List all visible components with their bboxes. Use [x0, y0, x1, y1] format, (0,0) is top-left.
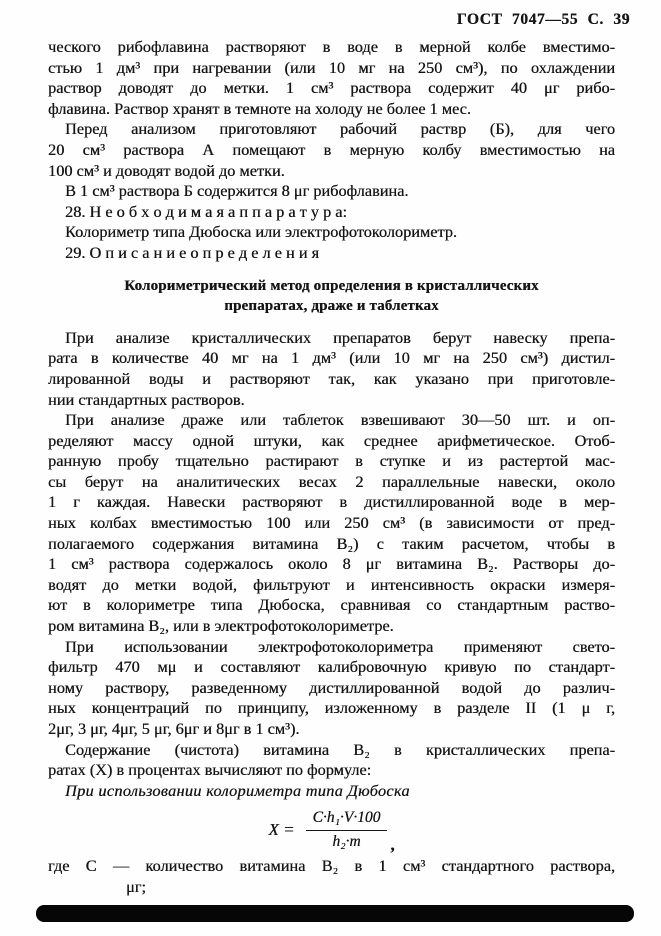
section-heading-line: Колориметрический метод определения в кристаллических [124, 277, 539, 294]
formula [48, 808, 615, 854]
text-line: водят до метки водой, фильтруют и интенсивность окраски измеря- [48, 574, 615, 594]
text-line: нии стандартных растворов. [48, 389, 245, 409]
text-line: лированной воды и растворяют так, как указано при приготовле- [48, 368, 615, 388]
text-line: 20 см³ раствора А помещают в мерную колбу вместимостью на [48, 139, 615, 159]
text-line: Колориметр типа Дюбоска или электрофотоколориметр. [65, 222, 457, 242]
text-line: рата в количестве 40 мг на 1 дм³ (или 10 мг на 250 см³) дистил- [48, 348, 615, 368]
text-line: ческого рибофлавина растворяют в воде в мерной колбе вместимо- [48, 37, 615, 56]
text-line: При анализе кристаллических препаратов берут навеску препа- [65, 327, 615, 347]
text-line: 28. Н е о б х о д и м а я а п п а р а т у р а: [65, 201, 347, 221]
text-line: ному раствору, разведенному дистиллированной водой до различ- [48, 677, 615, 697]
scan-edge-artifact-bar [36, 905, 634, 922]
gost-page-header: ГОСТ 7047—55 С. 39 [456, 11, 630, 28]
document-body [48, 37, 615, 897]
text-line: μг; [126, 876, 146, 896]
formula-comma: , [390, 834, 395, 854]
formula-numerator: C·h₁·V·100 [306, 808, 388, 830]
formula-fraction [306, 808, 388, 851]
text-line: ных колбах вместимостью 100 или 250 см³ (в зависимости от пред- [48, 513, 615, 533]
lines-top [48, 37, 615, 801]
text-line: 29. О п и с а н и е о п р е д е л е н и я [65, 242, 319, 262]
text-line: 100 см³ и доводят водой до метки. [48, 160, 285, 180]
text-line: где С — количество витамина В₂ в 1 см³ стандартного раствора, [48, 856, 615, 876]
text-line: При использовании колориметра типа Дюбоска [65, 780, 410, 800]
text-line: 1 г каждая. Навески растворяют в дистиллированной воде в мер- [48, 492, 615, 512]
text-line: При использовании электрофотоколориметра применяют свето- [65, 636, 615, 656]
text-line: ределяют массу одной штуки, как среднее арифметическое. Отоб- [48, 430, 615, 450]
text-line: В 1 см³ раствора Б содержится 8 μг рибофлавина. [65, 181, 409, 201]
text-line: стью 1 дм³ при нагревании (или 10 мг на 250 см³), по охлаждении [48, 57, 615, 77]
text-line: Перед анализом приготовляют рабочий раствр (Б), для чего [65, 119, 615, 139]
text-line: При анализе драже или таблеток взвешивают 30—50 шт. и оп- [65, 410, 615, 430]
section-heading-line: препаратах, драже и таблетках [224, 298, 439, 315]
text-line: ранную пробу тщательно растирают в ступке и из растертой мас- [48, 451, 615, 471]
text-line: ют в колориметре типа Дюбоска, сравнивая со стандартным раство- [48, 595, 615, 615]
text-line: полагаемого содержания витамина В₂) с таким расчетом, чтобы в [48, 533, 615, 553]
text-line: флавина. Раствор хранят в темноте на холоду не более 1 мес. [48, 98, 471, 118]
lines-bottom [48, 856, 615, 897]
formula-denominator: h₂·m [332, 832, 361, 850]
text-line: ных концентраций по принципу, изложенному в разделе II (1 μ г, [48, 698, 615, 718]
text-line: 2μг, 3 μг, 4μг, 5 μг, 6μг и 8μг в 1 см³). [48, 719, 300, 738]
text-line: ратах (X) в процентах вычисляют по формуле: [48, 760, 372, 780]
formula-lhs: X = [268, 820, 295, 840]
text-line: раствор доводят до метки. 1 см³ раствора содержит 40 μг рибо- [48, 78, 615, 98]
text-line: 1 см³ раствора содержалось около 8 μг витамина В₂. Растворы до- [48, 554, 615, 574]
text-line: Содержание (чистота) витамина В₂ в кристаллических препа- [65, 739, 615, 759]
text-line: ром витамина В₂, или в электрофотоколориметре. [48, 616, 394, 636]
text-line: фильтр 470 мμ и составляют калибровочную кривую по стандарт- [48, 657, 615, 677]
text-line: сы берут на аналитических весах 2 параллельные навески, около [48, 471, 615, 491]
